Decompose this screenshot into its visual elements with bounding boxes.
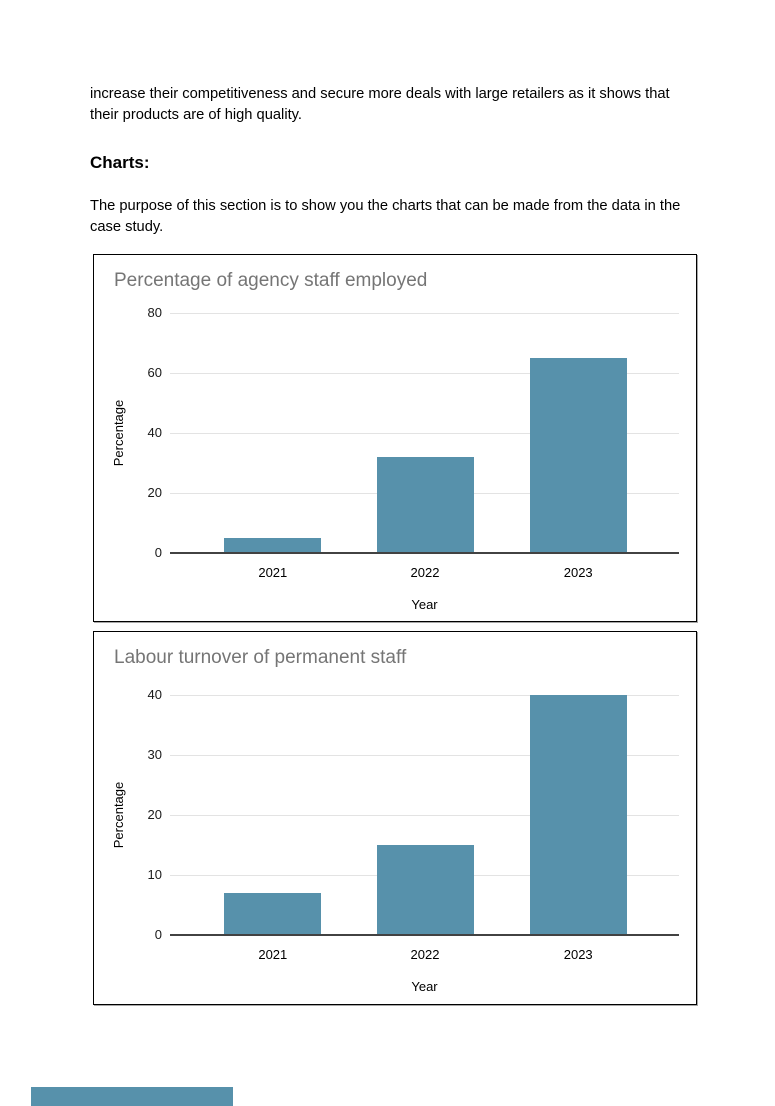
x-tick-label: 2023 — [563, 947, 593, 962]
y-axis-title: Percentage — [111, 781, 126, 849]
bar-2022 — [377, 845, 474, 935]
x-axis-title: Year — [411, 979, 438, 994]
y-tick-label: 40 — [147, 425, 162, 440]
chart-canvas — [94, 255, 696, 621]
chart-title: Percentage of agency staff employed — [114, 270, 428, 291]
bar-2023 — [530, 695, 627, 935]
document-body — [90, 84, 690, 238]
y-tick-label: 60 — [147, 365, 162, 380]
y-tick-label: 80 — [147, 305, 162, 320]
y-axis-title: Percentage — [111, 399, 126, 467]
y-tick-label: 30 — [147, 747, 162, 762]
x-tick-label: 2021 — [258, 565, 288, 580]
y-tick-label: 40 — [147, 687, 162, 702]
x-tick-label: 2022 — [410, 565, 440, 580]
y-tick-label: 0 — [154, 545, 162, 560]
chart-labour-turnover — [93, 631, 697, 1005]
bar-2021 — [224, 893, 321, 935]
x-tick-label: 2022 — [410, 947, 440, 962]
bar-2021 — [224, 538, 321, 553]
y-tick-label: 20 — [147, 485, 162, 500]
paragraph-purpose: The purpose of this section is to show you the charts that can be made from the data in the case study. — [90, 198, 681, 235]
y-gridline — [170, 313, 679, 314]
chart-title: Labour turnover of permanent staff — [114, 647, 407, 668]
bar-2023 — [530, 358, 627, 553]
y-tick-label: 0 — [154, 927, 162, 942]
x-axis-line — [170, 934, 679, 936]
x-tick-label: 2021 — [258, 947, 288, 962]
chart-agency-staff-employed — [93, 254, 697, 622]
bar-2022 — [377, 457, 474, 553]
y-tick-label: 20 — [147, 807, 162, 822]
paragraph-intro: increase their competitiveness and secure more deals with large retailers as it shows that their products are of high quality. — [90, 86, 670, 123]
charts-section-heading: Charts: — [90, 153, 150, 172]
y-tick-label: 10 — [147, 867, 162, 882]
x-tick-label: 2023 — [563, 565, 593, 580]
next-page-element-partial — [31, 1087, 233, 1106]
x-axis-title: Year — [411, 597, 438, 612]
chart-canvas — [94, 632, 696, 1004]
x-axis-line — [170, 552, 679, 554]
